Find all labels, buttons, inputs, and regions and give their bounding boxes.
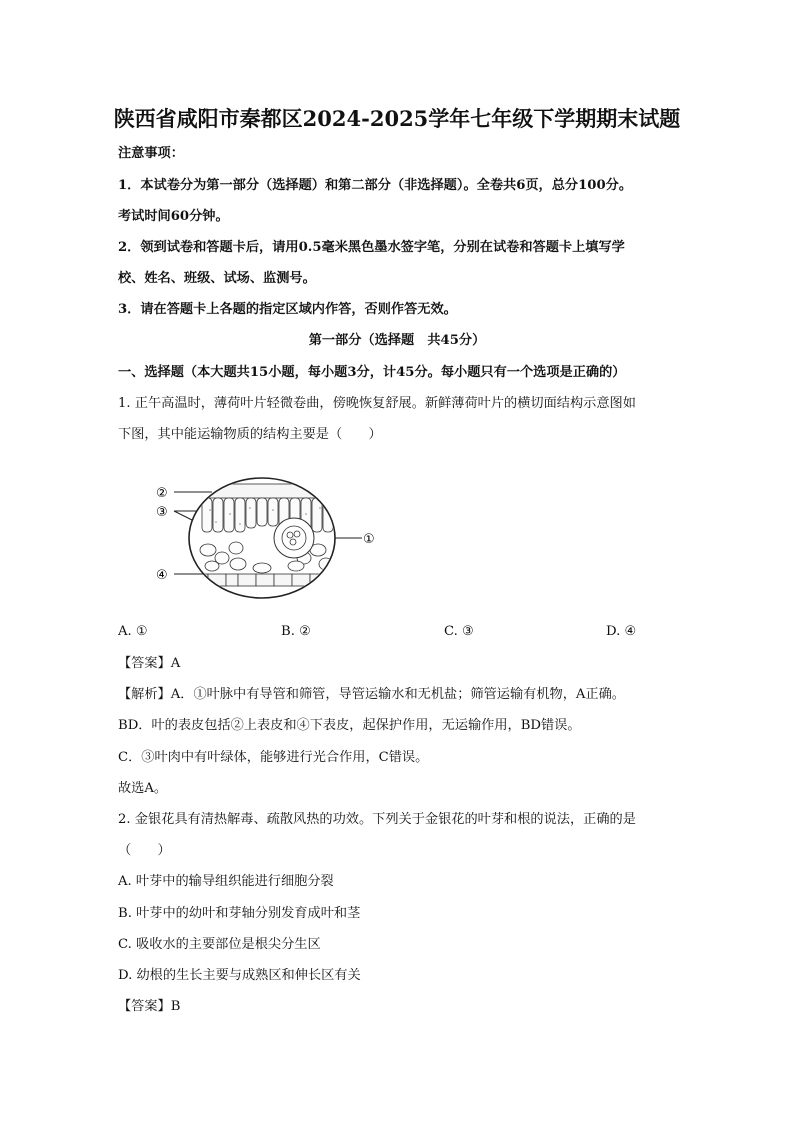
q1-option-a[interactable]: A. ① bbox=[118, 624, 148, 639]
q1-option-c[interactable]: C. ③ bbox=[444, 624, 474, 639]
notice-heading: 注意事项： bbox=[118, 146, 184, 161]
label-4: ④ bbox=[156, 568, 168, 583]
notice-item-1-cont: 考试时间60分钟。 bbox=[118, 209, 229, 224]
q1-analysis-2: BD．叶的表皮包括②上表皮和④下表皮，起保护作用，无运输作用，BD错误。 bbox=[118, 718, 581, 733]
notice-item-3: 3．请在答题卡上各题的指定区域内作答，否则作答无效。 bbox=[118, 302, 457, 317]
part-title: 第一部分（选择题 共45分） bbox=[308, 333, 486, 348]
label-2: ② bbox=[156, 486, 168, 501]
notice-item-1: 1．本试卷分为第一部分（选择题）和第二部分（非选择题）。全卷共6页，总分100分。 bbox=[118, 178, 633, 193]
section-instruction: 一、选择题（本大题共15小题，每小题3分，计45分。每小题只有一个选项是正确的） bbox=[118, 365, 626, 380]
leaf-cross-section-figure bbox=[150, 470, 390, 620]
page-title: 陕西省咸阳市秦都区2024-2025学年七年级下学期期末试题 bbox=[113, 106, 681, 131]
q1-analysis-4: 故选A。 bbox=[118, 781, 168, 796]
q1-answer: 【答案】A bbox=[118, 656, 181, 671]
q2-option-c[interactable]: C. 吸收水的主要部位是根尖分生区 bbox=[118, 937, 321, 952]
q1-option-b[interactable]: B. ② bbox=[281, 624, 311, 639]
q1-analysis-3: C．③叶肉中有叶绿体，能够进行光合作用，C错误。 bbox=[118, 750, 429, 765]
q1-analysis-1: 【解析】A．①叶脉中有导管和筛管，导管运输水和无机盐；筛管运输有机物，A正确。 bbox=[118, 687, 625, 702]
notice-item-2: 2．领到试卷和答题卡后，请用0.5毫米黑色墨水签字笔，分别在试卷和答题卡上填写学 bbox=[118, 240, 625, 255]
notice-item-2-cont: 校、姓名、班级、试场、监测号。 bbox=[118, 271, 316, 286]
q2-stem-line2: （ ） bbox=[118, 843, 171, 858]
q1-option-d[interactable]: D. ④ bbox=[606, 624, 637, 639]
label-1: ① bbox=[363, 532, 375, 547]
vein-bundle bbox=[282, 526, 306, 550]
lower-epidermis bbox=[190, 574, 346, 586]
q2-answer: 【答案】B bbox=[118, 999, 181, 1014]
label-3: ③ bbox=[156, 505, 168, 520]
q2-stem-line1: 2. 金银花具有清热解毒、疏散风热的功效。下列关于金银花的叶芽和根的说法，正确的是 bbox=[118, 812, 636, 827]
q1-stem-line1: 1. 正午高温时，薄荷叶片轻微卷曲，傍晚恢复舒展。新鲜薄荷叶片的横切面结构示意图如 bbox=[118, 396, 636, 411]
q2-option-b[interactable]: B. 叶芽中的幼叶和芽轴分别发育成叶和茎 bbox=[118, 906, 361, 921]
q2-option-d[interactable]: D. 幼根的生长主要与成熟区和伸长区有关 bbox=[118, 968, 361, 983]
upper-epidermis bbox=[190, 484, 340, 498]
q1-stem-line2: 下图，其中能运输物质的结构主要是（ ） bbox=[118, 427, 382, 442]
q2-option-a[interactable]: A. 叶芽中的输导组织能进行细胞分裂 bbox=[118, 874, 334, 889]
